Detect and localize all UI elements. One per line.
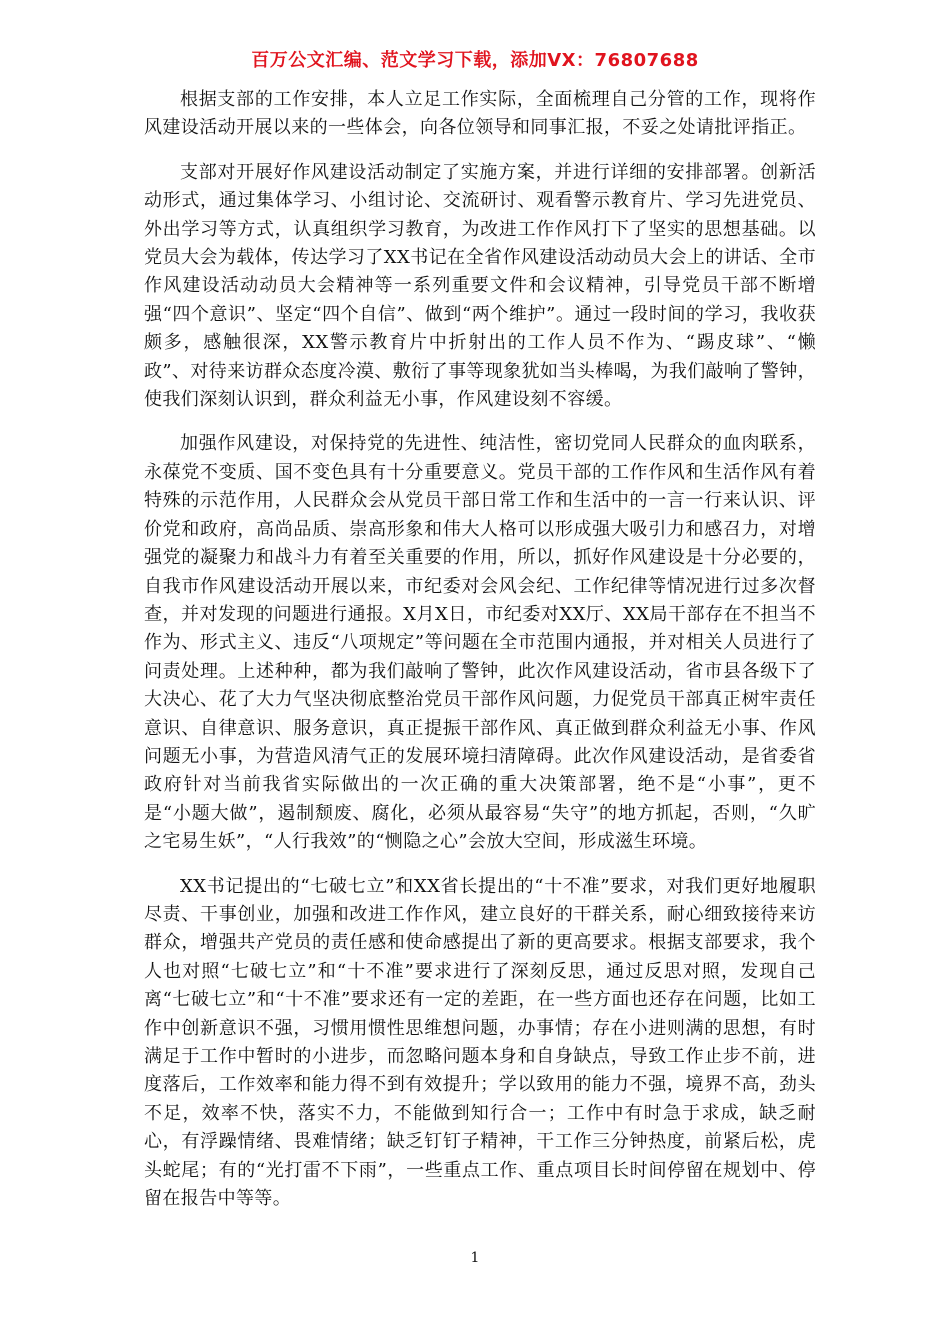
document-body	[144, 86, 816, 1229]
header-banner: 百万公文汇编、范文学习下载，添加VX：76807688	[251, 50, 699, 71]
paragraph-reflection: XX书记提出的“七破七立”和XX省长提出的“十不准”要求，对我们更好地履职尽责、干事创业，加强和改进工作作风，建立良好的干群关系，耐心细致接待来访群众，增强共产党员的责任感和使命感提出了新的更高要求。根据支部要求，我个人也对照“七破七立”和“十不准”要求进行了深刻反思，通过反思对照，发现自己离“七破七立”和“十不准”要求还有一定的差距，在一些方面也还存在问题，比如工作中创新意识不强，习惯用惯性思维想问题，办事情；存在小进则满的思想，有时满足于工作中暂时的小进步，而忽略问题本身和自身缺点，导致工作止步不前，进度落后，工作效率和能力得不到有效提升；学以致用的能力不强，境界不高，劲头不足，效率不快，落实不力，不能做到知行合一；工作中有时急于求成，缺乏耐心，有浮躁情绪、畏难情绪；缺乏钉钉子精神，干工作三分钟热度，前紧后松，虎头蛇尾；有的“光打雷不下雨”，一些重点工作、重点项目长时间停留在规划中、停留在报告中等等。	[144, 875, 816, 1210]
paragraph-importance: 加强作风建设，对保持党的先进性、纯洁性，密切党同人民群众的血肉联系，永葆党不变质、国不变色具有十分重要意义。党员干部的工作作风和生活作风有着特殊的示范作用，人民群众会从党员干部日常工作和生活中的一言一行来认识、评价党和政府，高尚品质、崇高形象和伟大人格可以形成强大吸引力和感召力，对增强党的凝聚力和战斗力有着至关重要的作用，所以，抓好作风建设是十分必要的，自我市作风建设活动开展以来，市纪委对会风会纪、工作纪律等情况进行过多次督查，并对发现的问题进行通报。X月X日，市纪委对XX厅、XX局干部存在不担当不作为、形式主义、违反“八项规定”等问题在全市范围内通报，并对相关人员进行了问责处理。上述种种，都为我们敲响了警钟，此次作风建设活动，省市县各级下了大决心、花了大力气坚决彻底整治党员干部作风问题，力促党员干部真正树牢责任意识、自律意识、服务意识，真正提振干部作风、真正做到群众利益无小事、作风问题无小事，为营造风清气正的发展环境扫清障碍。此次作风建设活动，是省委省政府针对当前我省实际做出的一次正确的重大决策部署，绝不是“小事”，更不是“小题大做”，遏制颓废、腐化，必须从最容易“失守”的地方抓起，否则，“久旷之宅易生妖”，“人行我效”的“恻隐之心”会放大空间，形成滋生环境。	[144, 433, 816, 853]
paragraph-intro: 根据支部的工作安排，本人立足工作实际，全面梳理自己分管的工作，现将作风建设活动开展以来的一些体会，向各位领导和同事汇报，不妥之处请批评指正。	[144, 89, 816, 139]
page-number: 1	[470, 1250, 480, 1266]
paragraph-activities: 支部对开展好作风建设活动制定了实施方案，并进行详细的安排部署。创新活动形式，通过集体学习、小组讨论、交流研讨、观看警示教育片、学习先进党员、外出学习等方式，认真组织学习教育，为改进工作作风打下了坚实的思想基础。以党员大会为载体，传达学习了XX书记在全省作风建设活动动员大会上的讲话、全市作风建设活动动员大会精神等一系列重要文件和会议精神，引导党员干部不断增强“四个意识”、坚定“四个自信”、做到“两个维护”。通过一段时间的学习，我收获颇多，感触很深，XX警示教育片中折射出的工作人员不作为、“踢皮球”、“懒政”、对待来访群众态度冷漠、敷衍了事等现象犹如当头棒喝，为我们敲响了警钟，使我们深刻认识到，群众利益无小事，作风建设刻不容缓。	[144, 161, 816, 411]
